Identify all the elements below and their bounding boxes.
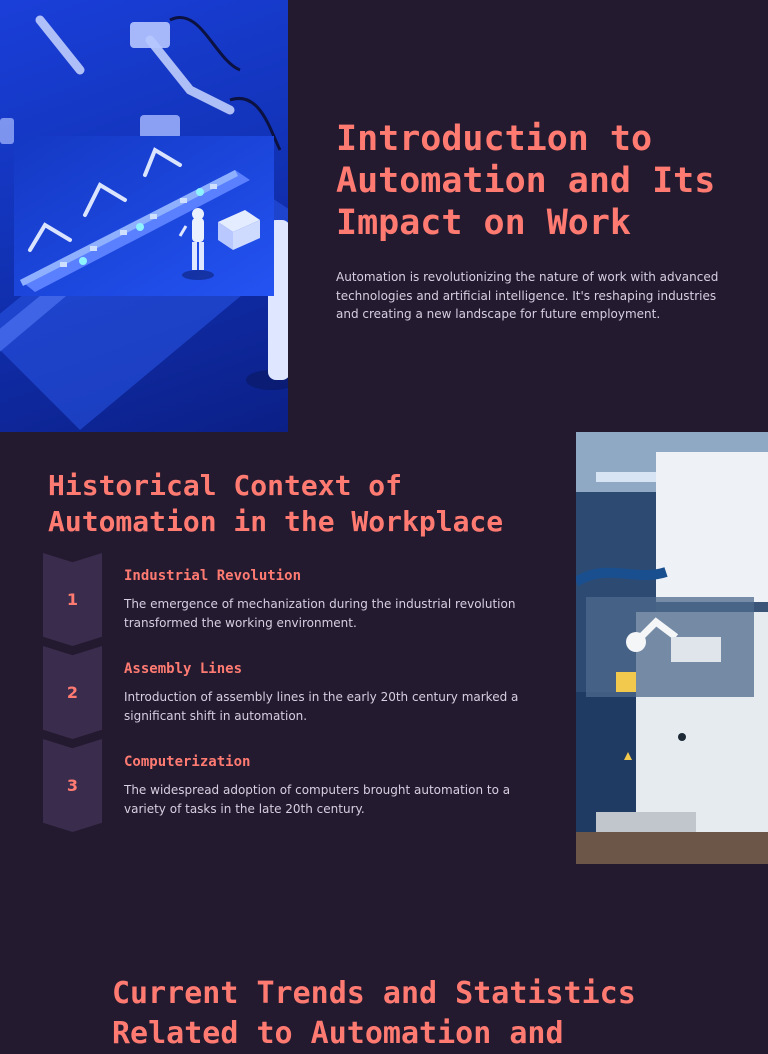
timeline-step-1 <box>43 553 523 646</box>
step-number: 3 <box>66 776 79 795</box>
step-number: 1 <box>66 590 79 609</box>
hero-robot-illustration <box>0 0 288 432</box>
factory-robot-arm-icon <box>576 432 768 864</box>
step-number: 2 <box>66 683 79 702</box>
assembly-line-illustration-icon <box>0 0 288 432</box>
trends-heading: Current Trends and Statistics Related to Automation and <box>112 976 636 1051</box>
intro-paragraph: Automation is revolutionizing the nature of work with advanced technologies and artificial intelligence. It's reshaping industries and creating a new landscape for future employment. <box>336 270 719 321</box>
history-heading: Historical Context of Automation in the Workplace <box>48 469 504 538</box>
page-title: Introduction to Automation and Its Impact on Work <box>336 119 716 243</box>
factory-robot-photo <box>576 432 768 864</box>
step-title: Assembly Lines <box>124 661 243 677</box>
step-title: Computerization <box>124 754 251 770</box>
step-description: Introduction of assembly lines in the early 20th century marked a significant shift in automation. <box>124 690 519 723</box>
step-description: The widespread adoption of computers brought automation to a variety of tasks in the late 20th century. <box>124 783 511 816</box>
step-description: The emergence of mechanization during the industrial revolution transformed the working environment. <box>124 597 516 630</box>
timeline-step-2 <box>43 646 523 739</box>
timeline-step-3 <box>43 739 523 832</box>
step-title: Industrial Revolution <box>124 568 302 584</box>
